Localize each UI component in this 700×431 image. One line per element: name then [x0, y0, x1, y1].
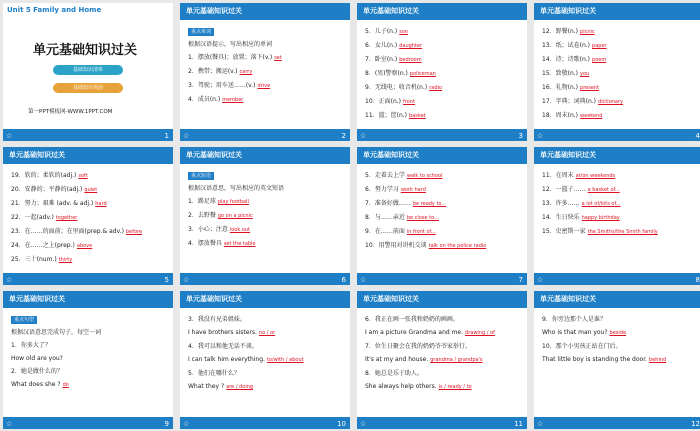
- exercise-row: [188, 340, 344, 353]
- section-tag: 重点短语: [188, 172, 214, 180]
- exercise-row: [542, 67, 698, 81]
- prompt-text: 根据汉语意思完成句子，每空一词: [11, 329, 102, 336]
- prompt-text: I have brothers sisters.: [188, 329, 257, 336]
- exercise-row: [542, 340, 698, 353]
- prompt-text: 8．她总是乐于助人。: [365, 370, 423, 377]
- prompt-text: That little boy is standing the door.: [542, 356, 648, 363]
- answer-text: at/on weekends: [575, 173, 616, 179]
- answer-text: talk on the police radio: [428, 243, 487, 249]
- answer-text: before: [125, 229, 143, 235]
- prompt-text: 5．走着去上学: [365, 172, 405, 179]
- slide-number: 8: [695, 276, 700, 284]
- prompt-text: 10．用警用对讲机交谈: [365, 242, 427, 249]
- slide-header-title: 单元基础知识过关: [363, 151, 419, 159]
- prompt-text: 7．卧室(n.): [365, 56, 398, 63]
- exercise-row: [365, 183, 521, 197]
- exercise-row: [542, 313, 698, 326]
- prompt-text: Who is that man you?: [542, 329, 608, 336]
- answer-text: behind: [649, 357, 667, 363]
- slide-body: [365, 169, 521, 253]
- star-icon: ☆: [537, 276, 544, 284]
- prompt-text: 11．篮；筐(n.): [365, 112, 408, 119]
- slide-footer: [357, 129, 527, 141]
- pill-basics-list: 基础知识清单: [53, 65, 123, 75]
- prompt-text: 3．驾驶；用车送……(v.): [188, 82, 256, 89]
- slide-body: [188, 169, 344, 251]
- exercise-row: [365, 197, 521, 211]
- exercise-row: [365, 225, 521, 239]
- slide-number: 6: [341, 276, 346, 284]
- star-icon: ☆: [360, 132, 367, 140]
- answer-text: work hard: [400, 187, 426, 193]
- site-credit: 第一PPT模板网-WWW.1PPT.COM: [28, 109, 113, 115]
- prompt-text: 根据汉语提示，写出相应的单词: [188, 41, 273, 48]
- exercise-row: [365, 81, 521, 95]
- slide-header-title: 单元基础知识过关: [540, 151, 596, 159]
- slide-number: 11: [514, 420, 523, 428]
- answer-text: in front of...: [406, 229, 436, 235]
- answer-text: do: [62, 382, 69, 388]
- exercise-row: [188, 182, 344, 195]
- exercise-row: [365, 326, 521, 340]
- slide-header-title: 单元基础知识过关: [9, 295, 65, 303]
- prompt-text: 21．努力；艰难 (adv. & adj.): [11, 200, 94, 207]
- slide-number: 2: [341, 132, 346, 140]
- slide-header-band: [3, 147, 173, 164]
- exercise-row: [542, 81, 698, 95]
- answer-text: you: [580, 71, 590, 77]
- answer-text: drawing / of: [465, 330, 495, 336]
- slide-footer: [534, 129, 700, 141]
- slide-thumbnail-11[interactable]: [357, 291, 527, 429]
- prompt-text: 13．纸；试卷(n.): [542, 42, 591, 49]
- exercise-row: [11, 197, 167, 211]
- slide-body: [365, 313, 521, 394]
- prompt-text: 3．小心；注意: [188, 226, 228, 233]
- exercise-row: [11, 225, 167, 239]
- exercise-row: [365, 169, 521, 183]
- slide-thumbnail-1[interactable]: [3, 3, 173, 141]
- exercise-row: [188, 38, 344, 51]
- answer-text: paper: [592, 43, 607, 49]
- exercise-row: [188, 209, 344, 223]
- prompt-text: 16．礼物(n.): [542, 84, 579, 91]
- slide-header-band: [357, 291, 527, 308]
- star-icon: ☆: [183, 132, 190, 140]
- answer-text: bedroom: [399, 57, 422, 63]
- slide-thumbnail-10[interactable]: [180, 291, 350, 429]
- answer-text: play football: [217, 199, 249, 205]
- prompt-text: It's at my and house.: [365, 356, 429, 363]
- prompt-text: I am a picture Grandma and me.: [365, 329, 464, 336]
- slide-number: 9: [164, 420, 169, 428]
- answer-text: happy birthday: [581, 215, 620, 221]
- prompt-text: 2．去野餐: [188, 212, 216, 219]
- star-icon: ☆: [6, 132, 13, 140]
- answer-text: above: [76, 243, 93, 249]
- prompt-text: 2．她是做什么的？: [11, 368, 63, 375]
- exercise-row: [542, 225, 698, 239]
- prompt-text: How old are you?: [11, 355, 63, 362]
- slide-footer: [180, 417, 350, 429]
- slide-header-band: [534, 3, 700, 20]
- prompt-text: 20．安静的；平静的(adj.): [11, 186, 83, 193]
- exercise-row: [365, 313, 521, 326]
- prompt-text: 10．正面(n.): [365, 98, 402, 105]
- prompt-text: 18．周末(n.): [542, 112, 579, 119]
- prompt-text: 24．在……之上(prep.): [11, 242, 75, 249]
- exercise-row: [188, 313, 344, 326]
- answer-text: son: [399, 29, 409, 35]
- prompt-text: 1．踢足球: [188, 198, 216, 205]
- answer-text: a basket of...: [587, 187, 620, 193]
- answer-text: daughter: [399, 43, 423, 49]
- exercise-row: [188, 65, 344, 79]
- prompt-text: 3．我没有兄弟姐妹。: [188, 316, 246, 323]
- exercise-row: [542, 353, 698, 367]
- answer-text: carry: [239, 69, 253, 75]
- answer-text: member: [222, 97, 244, 103]
- prompt-text: 25．三十(num.): [11, 256, 57, 263]
- prompt-text: 12．一篮子……: [542, 186, 586, 193]
- slide-thumbnail-12[interactable]: [534, 291, 700, 429]
- prompt-text: 11．在周末: [542, 172, 574, 179]
- slide-thumbnail-9[interactable]: [3, 291, 173, 429]
- slide-header-title: 单元基础知识过关: [186, 7, 242, 15]
- slide-thumbnail-7[interactable]: [357, 147, 527, 285]
- exercise-row: [542, 109, 698, 123]
- slide-header-title: 单元基础知识过关: [540, 7, 596, 15]
- slide-body: [11, 169, 167, 267]
- exercise-row: [188, 326, 344, 340]
- slide-number: 7: [518, 276, 523, 284]
- answer-text: picnic: [580, 29, 595, 35]
- answer-text: are / doing: [226, 384, 254, 390]
- slide-footer: [180, 273, 350, 285]
- slide-header-band: [180, 291, 350, 308]
- pill-basics-consolidate: 基础知识巩固: [53, 83, 123, 93]
- exercise-row: [11, 253, 167, 267]
- answer-text: walk to school: [406, 173, 443, 179]
- slide-footer: [3, 129, 173, 141]
- prompt-text: 8．与……亲近: [365, 214, 405, 221]
- star-icon: ☆: [537, 420, 544, 428]
- prompt-text: 1．你多大了？: [11, 342, 51, 349]
- slide-thumbnail-4[interactable]: [534, 3, 700, 141]
- exercise-row: [188, 353, 344, 367]
- exercise-row: [188, 237, 344, 251]
- exercise-row: [188, 79, 344, 93]
- prompt-text: 23．在……的面前；在里面(prep.& adv.): [11, 228, 124, 235]
- answer-text: soft: [78, 173, 88, 179]
- answer-text: front: [403, 99, 415, 105]
- slide-thumbnail-8[interactable]: [534, 147, 700, 285]
- slide-body: [542, 169, 698, 239]
- exercise-row: [365, 353, 521, 367]
- slide-header-band: [534, 147, 700, 164]
- slide-thumbnail-3[interactable]: [357, 3, 527, 141]
- slide-number: 3: [518, 132, 523, 140]
- exercise-row: [542, 25, 698, 39]
- slide-body: [542, 313, 698, 367]
- prompt-text: 6．努力学习: [365, 186, 399, 193]
- slide-header-band: [357, 147, 527, 164]
- slide-footer: [357, 273, 527, 285]
- answer-text: the Smiths/the Smith family: [587, 229, 658, 235]
- slide-header-title: 单元基础知识过关: [363, 295, 419, 303]
- prompt-text: 17．字典；词典(n.): [542, 98, 597, 105]
- slide-number: 10: [337, 420, 346, 428]
- slide-thumbnail-6[interactable]: [180, 147, 350, 285]
- exercise-row: [11, 169, 167, 183]
- answer-text: radio: [429, 85, 442, 91]
- slide-number: 12: [691, 420, 700, 428]
- slide-header-title: 单元基础知识过关: [540, 295, 596, 303]
- slide-header-band: [180, 147, 350, 164]
- slide-footer: [3, 273, 173, 285]
- prompt-text: 15．致敬(n.): [542, 70, 579, 77]
- answer-text: dictionary: [598, 99, 623, 105]
- exercise-row: [11, 365, 167, 378]
- answer-text: hard: [95, 201, 107, 207]
- prompt-text: 9．无线电；收音机(n.): [365, 84, 428, 91]
- prompt-text: What they ?: [188, 383, 225, 390]
- prompt-text: 8．(男)警察(n.): [365, 70, 408, 77]
- prompt-text: 22．一起(adv.): [11, 214, 54, 221]
- exercise-row: [11, 183, 167, 197]
- answer-text: is / ready / to: [438, 384, 472, 390]
- exercise-row: [365, 380, 521, 394]
- slide-header-title: 单元基础知识过关: [186, 295, 242, 303]
- slide-footer: [357, 417, 527, 429]
- answer-text: quiet: [84, 187, 98, 193]
- exercise-row: [365, 340, 521, 353]
- slide-footer: [534, 417, 700, 429]
- prompt-text: 5．儿子(n.): [365, 28, 398, 35]
- prompt-text: 5．他们在哪什么？: [188, 370, 240, 377]
- answer-text: weekend: [580, 113, 603, 119]
- exercise-row: [542, 53, 698, 67]
- prompt-text: 4．摆放餐具: [188, 240, 222, 247]
- prompt-text: I can talk him everything.: [188, 356, 265, 363]
- exercise-row: [188, 51, 344, 65]
- answer-text: be ready to...: [412, 201, 447, 207]
- slide-header-band: [357, 3, 527, 20]
- unit-label: Unit 5 Family and Home: [7, 6, 102, 14]
- exercise-row: [365, 239, 521, 253]
- exercise-row: [188, 367, 344, 380]
- prompt-text: 14．生日快乐: [542, 214, 580, 221]
- exercise-row: [542, 211, 698, 225]
- slide-number: 4: [695, 132, 700, 140]
- prompt-text: 12．野餐(n.): [542, 28, 579, 35]
- exercise-row: [542, 169, 698, 183]
- prompt-text: 10．那个小男孩正站在门后。: [542, 343, 622, 350]
- exercise-row: [365, 211, 521, 225]
- exercise-row: [188, 93, 344, 107]
- answer-text: look out: [229, 227, 251, 233]
- section-tag: 重点单词: [188, 28, 214, 36]
- answer-text: thirty: [58, 257, 73, 263]
- prompt-text: 9．在……前面: [365, 228, 405, 235]
- exercise-row: [542, 183, 698, 197]
- prompt-text: 1．摆放(餐具)；放置；落下(v.): [188, 54, 273, 61]
- prompt-text: 4．成员(n.): [188, 96, 221, 103]
- exercise-row: [11, 239, 167, 253]
- answer-text: present: [580, 85, 600, 91]
- prompt-text: She always help others.: [365, 383, 437, 390]
- exercise-row: [11, 339, 167, 352]
- star-icon: ☆: [6, 276, 13, 284]
- exercise-row: [188, 223, 344, 237]
- slide-footer: [534, 273, 700, 285]
- slide-thumbnail-2[interactable]: [180, 3, 350, 141]
- star-icon: ☆: [360, 276, 367, 284]
- prompt-text: 19．软的；柔软的(adj.): [11, 172, 77, 179]
- slide-footer: [3, 417, 173, 429]
- star-icon: ☆: [183, 420, 190, 428]
- exercise-row: [188, 380, 344, 394]
- exercise-row: [11, 352, 167, 365]
- slide-footer: [180, 129, 350, 141]
- answer-text: be close to...: [406, 215, 439, 221]
- exercise-row: [542, 39, 698, 53]
- slide-body: [542, 25, 698, 123]
- answer-text: no / or: [258, 330, 276, 336]
- prompt-text: 6．女儿(n.): [365, 42, 398, 49]
- exercise-row: [11, 326, 167, 339]
- exercise-row: [365, 109, 521, 123]
- slide-header-title: 单元基础知识过关: [363, 7, 419, 15]
- exercise-row: [542, 95, 698, 109]
- prompt-text: 7．位生日聚会在我的奶奶爷爷家举行。: [365, 343, 471, 350]
- answer-text: basket: [409, 113, 426, 119]
- answer-text: beside: [609, 330, 627, 336]
- slide-header-band: [180, 3, 350, 20]
- slide-header-title: 单元基础知识过关: [186, 151, 242, 159]
- slide-header-band: [3, 291, 173, 308]
- prompt-text: 13．许多……: [542, 200, 580, 207]
- exercise-row: [365, 367, 521, 380]
- prompt-text: 2．携带；搬运(v.): [188, 68, 238, 75]
- answer-text: poem: [592, 57, 607, 63]
- exercise-row: [365, 39, 521, 53]
- slide-body: [365, 25, 521, 123]
- exercise-row: [365, 53, 521, 67]
- star-icon: ☆: [537, 132, 544, 140]
- answer-text: to/with / about: [266, 357, 304, 363]
- slide-body: [11, 313, 167, 392]
- slide-header-band: [534, 291, 700, 308]
- answer-text: a lot of/lots of...: [581, 201, 621, 207]
- prompt-text: What does she ?: [11, 381, 61, 388]
- exercise-row: [11, 378, 167, 392]
- slide-header-title: 单元基础知识过关: [9, 151, 65, 159]
- star-icon: ☆: [6, 420, 13, 428]
- exercise-row: [11, 211, 167, 225]
- prompt-text: 9．你旁边那个人是谁？: [542, 316, 606, 323]
- answer-text: drive: [257, 83, 271, 89]
- prompt-text: 6．我正在画一张我和奶奶的画画。: [365, 316, 459, 323]
- cover-title: 单元基础知识过关: [33, 43, 138, 58]
- answer-text: go on a picnic: [217, 213, 253, 219]
- slide-body: [188, 313, 344, 394]
- star-icon: ☆: [360, 420, 367, 428]
- answer-text: set: [274, 55, 282, 61]
- answer-text: set the table: [223, 241, 256, 247]
- section-tag: 重点句型: [11, 316, 37, 324]
- answer-text: policeman: [409, 71, 436, 77]
- exercise-row: [542, 326, 698, 340]
- prompt-text: 14．诗；诗歌(n.): [542, 56, 591, 63]
- slide-number: 5: [164, 276, 169, 284]
- slide-body: [188, 25, 344, 107]
- star-icon: ☆: [183, 276, 190, 284]
- prompt-text: 7．准备好做……: [365, 200, 411, 207]
- answer-text: together: [55, 215, 78, 221]
- slide-number: 1: [164, 132, 169, 140]
- slide-thumbnail-5[interactable]: [3, 147, 173, 285]
- exercise-row: [365, 67, 521, 81]
- exercise-row: [365, 95, 521, 109]
- prompt-text: 4．我可以和他无话不谈。: [188, 343, 258, 350]
- exercise-row: [365, 25, 521, 39]
- prompt-text: 根据汉语意思，写出相应的英文短语: [188, 185, 285, 192]
- answer-text: grandma / grandpa's: [430, 357, 483, 363]
- exercise-row: [188, 195, 344, 209]
- exercise-row: [542, 197, 698, 211]
- prompt-text: 15．史密斯一家: [542, 228, 586, 235]
